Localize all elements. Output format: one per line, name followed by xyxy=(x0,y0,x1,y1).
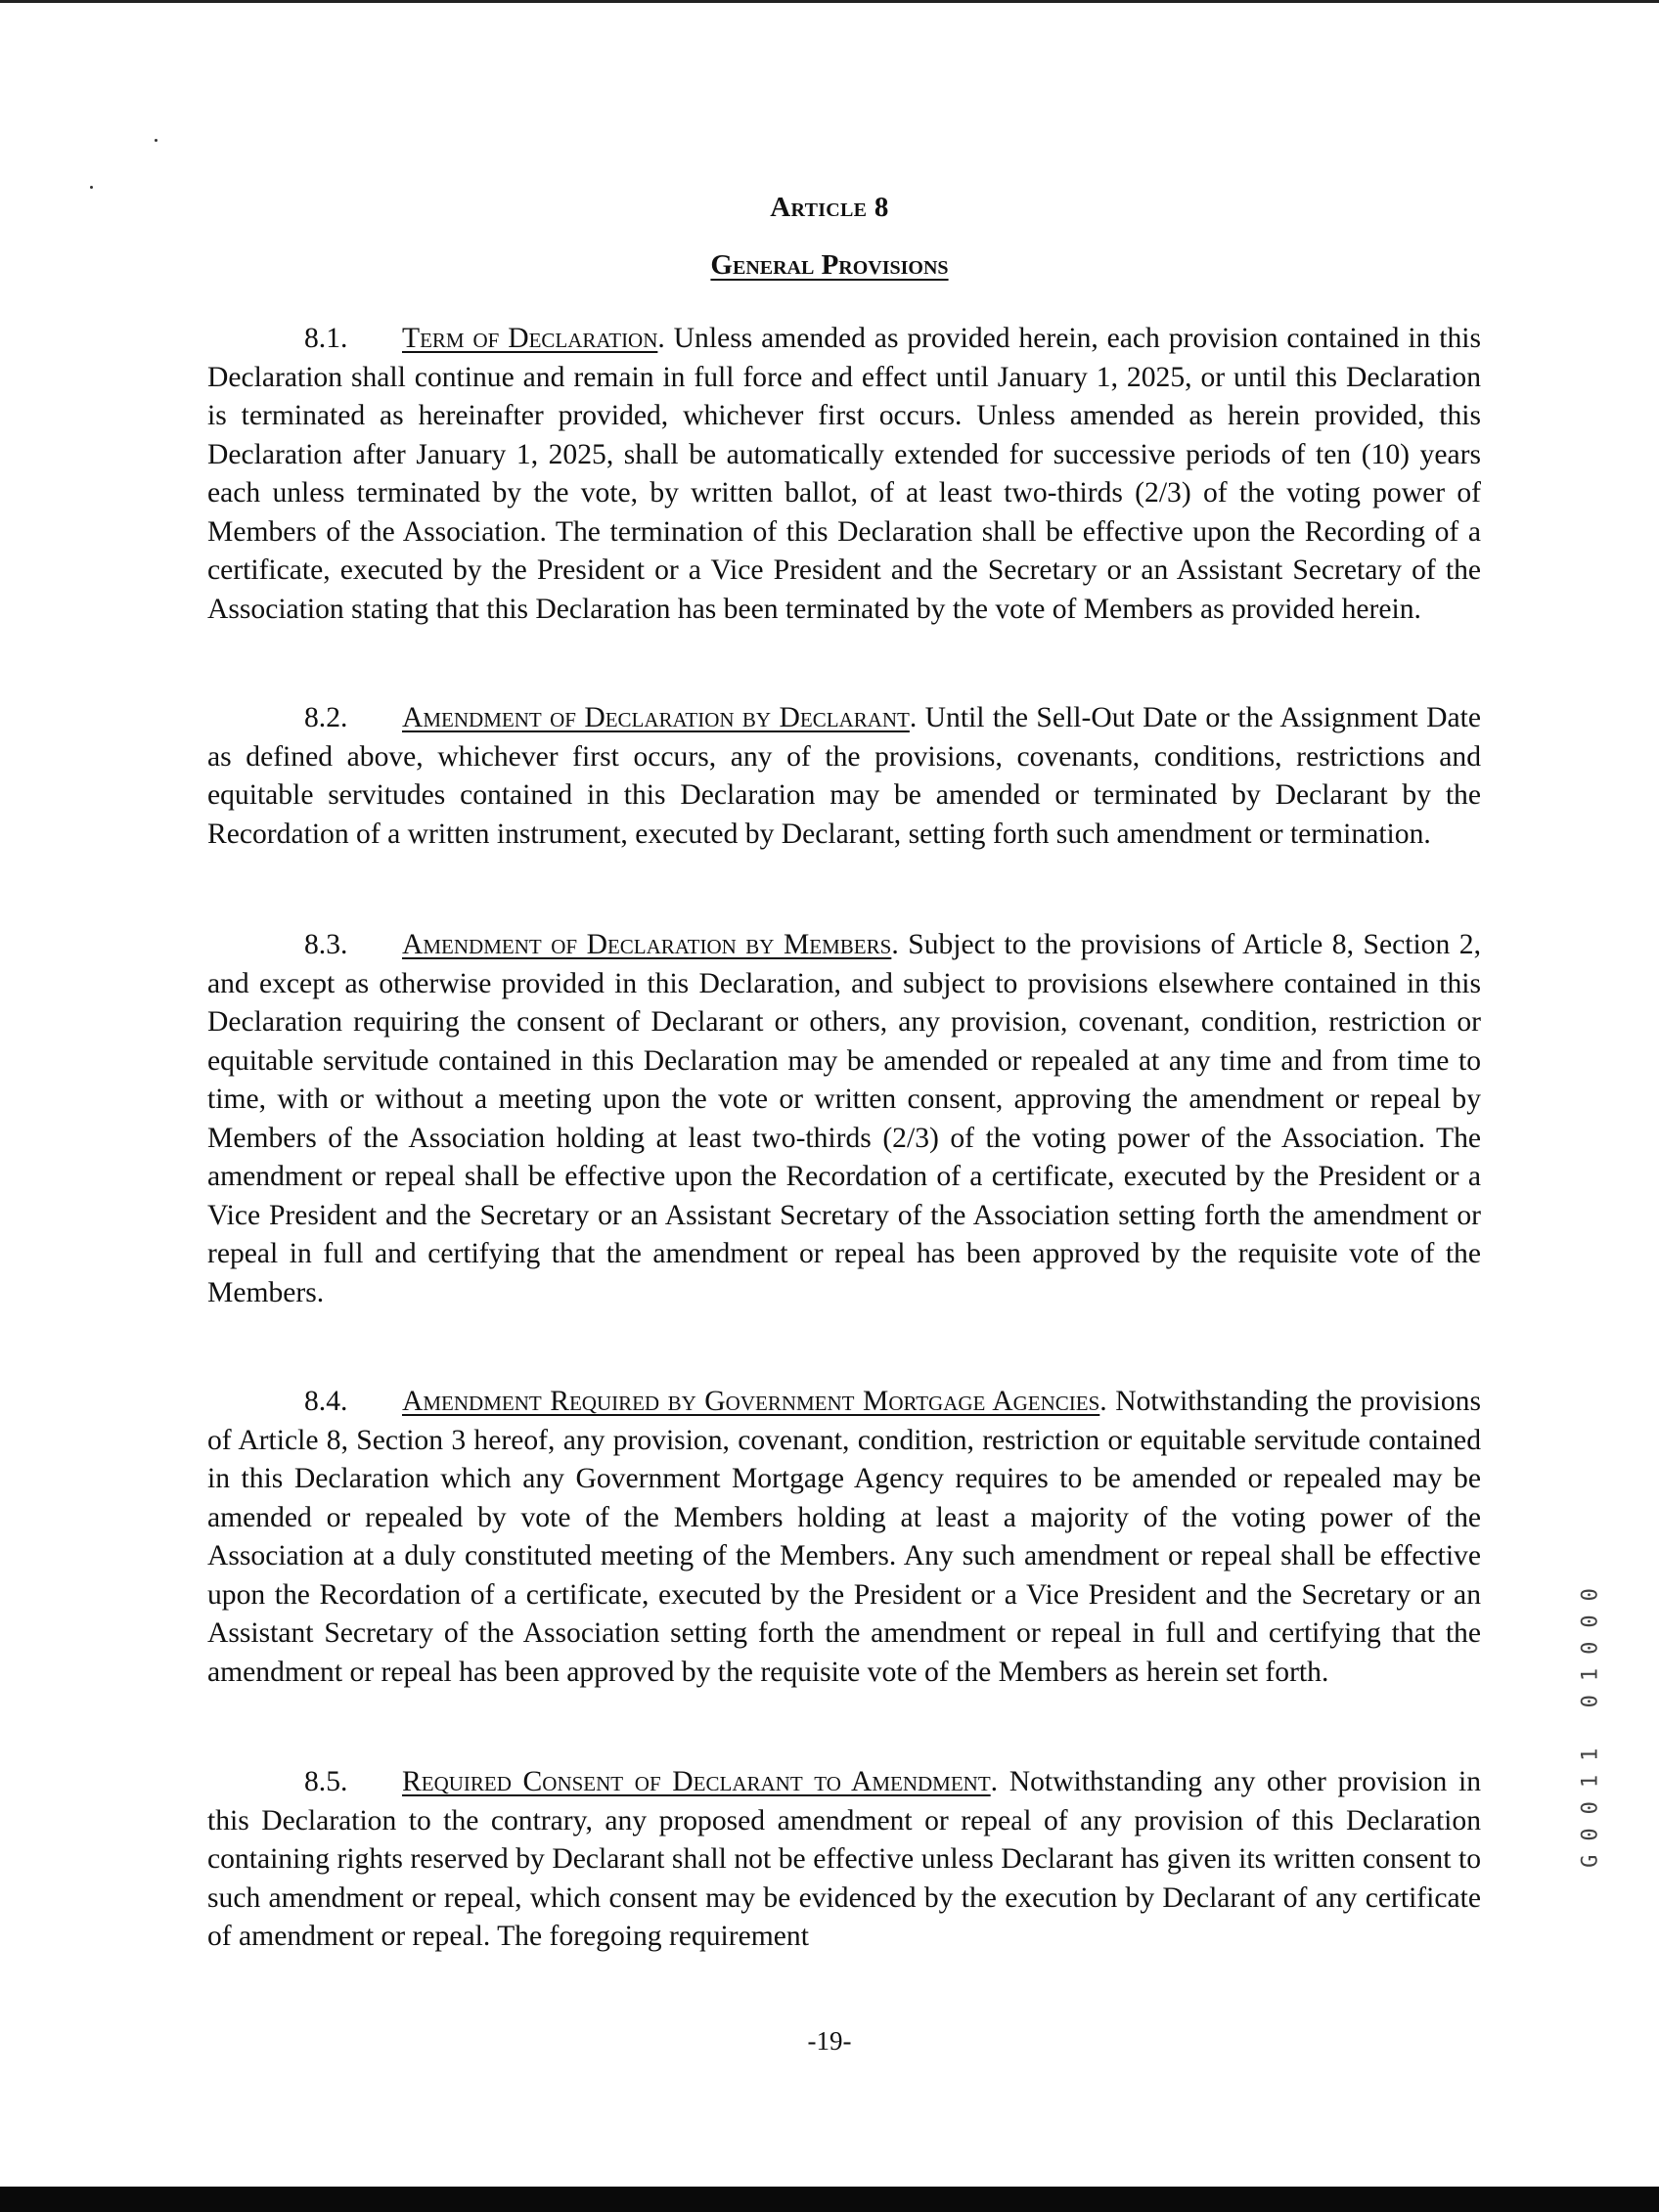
article-heading: Article 8 xyxy=(770,192,889,223)
section-title: Term of Declaration xyxy=(402,323,658,354)
section-number: 8.5. xyxy=(304,1766,348,1797)
side-document-stamp xyxy=(1571,1555,1610,1887)
section-number: 8.3. xyxy=(304,929,348,960)
section-body: . Until the Sell-Out Date or the Assignment Date as defined above, whichever first occurs, any of the provisions, covenants, conditions, restrictions and equitable servitudes contained in this Declaration may be amended or terminated by Declarant by the Recordation of a written instrument, executed by Declarant, setting forth such amendment or termination. xyxy=(207,702,1481,850)
section-body: . Subject to the provisions of Article 8, Section 2, and except as otherwise provided in this Declaration, and subject to provisions elsewhere contained in this Declaration requiring the consent of Declarant or others, any provision, covenant, condition, restriction or equitable servitude contained in this Declaration may be amended or repealed at any time and from time to time, with or without a meeting upon the vote or written consent, approving the amendment or repeal by Members of the Association holding at least two-thirds (2/3) of the voting power of the Association. The amendment or repeal shall be effective upon the Recordation of a certificate, executed by the President or a Vice President and the Secretary or an Assistant Secretary of the Association setting forth the amendment or repeal in full and certifying that the amendment or repeal has been approved by the requisite vote of the Members. xyxy=(207,929,1481,1308)
scan-speck xyxy=(155,139,157,142)
section-body: . Notwithstanding any other provision in this Declaration to the contrary, any proposed amendment or repeal of any provision of this Declaration containing rights reserved by Declarant shall not be effective unless Declarant has given its written consent to such amendment or repeal, which consent may be evidenced by the execution by Declarant of any certificate of amendment or repeal. The foregoing requirement xyxy=(207,1766,1481,1952)
scan-speck xyxy=(90,186,93,189)
section-number: 8.1. xyxy=(304,323,348,354)
section-title: Required Consent of Declarant to Amendment xyxy=(402,1766,991,1797)
section-8-1 xyxy=(207,320,1481,629)
section-8-2 xyxy=(207,699,1481,854)
section-number: 8.4. xyxy=(304,1386,348,1417)
section-body: . Unless amended as provided herein, each provision contained in this Declaration shall continue and remain in full force and effect until January 1, 2025, or until this Declaration is terminated as hereinafter provided, whichever first occurs. Unless amended as herein provided, this Declaration after January 1, 2025, shall be automatically extended for successive periods of ten (10) years each unless terminated by the vote, by written ballot, of at least two-thirds (2/3) of the voting power of Members of the Association. The termination of this Declaration shall be effective upon the Recording of a certificate, executed by the President or a Vice President and the Secretary or an Assistant Secretary of the Association stating that this Declaration has been terminated by the vote of Members as provided herein. xyxy=(207,323,1481,625)
page-number: -19- xyxy=(807,2026,852,2056)
section-8-3 xyxy=(207,926,1481,1312)
section-title: Amendment of Declaration by Members xyxy=(402,929,892,960)
section-body: . Notwithstanding the provisions of Article 8, Section 3 hereof, any provision, covenant, condition, restriction or equitable servitude contained in this Declaration which any Government Mortgage Agency requires to be amended or repealed may be amended or repealed by vote of the Members holding at least a majority of the voting power of the Association at a duly constituted meeting of the Members. Any such amendment or repeal shall be effective upon the Recordation of a certificate, executed by the President or a Vice President and the Secretary or an Assistant Secretary of the Association setting forth the amendment or repeal in full and certifying that the amendment or repeal has been approved by the requisite vote of the Members as herein set forth. xyxy=(207,1386,1481,1688)
scan-bottom-band xyxy=(0,2187,1659,2212)
article-subheading: General Provisions xyxy=(710,249,949,281)
section-number: 8.2. xyxy=(304,702,348,733)
section-8-4 xyxy=(207,1383,1481,1692)
section-title: Amendment of Declaration by Declarant xyxy=(402,702,910,733)
section-title: Amendment Required by Government Mortgage Agencies xyxy=(402,1386,1100,1417)
section-8-5 xyxy=(207,1763,1481,1957)
side-stamp-text: G0011 01000 xyxy=(1578,1574,1603,1868)
scan-top-edge xyxy=(0,0,1659,3)
